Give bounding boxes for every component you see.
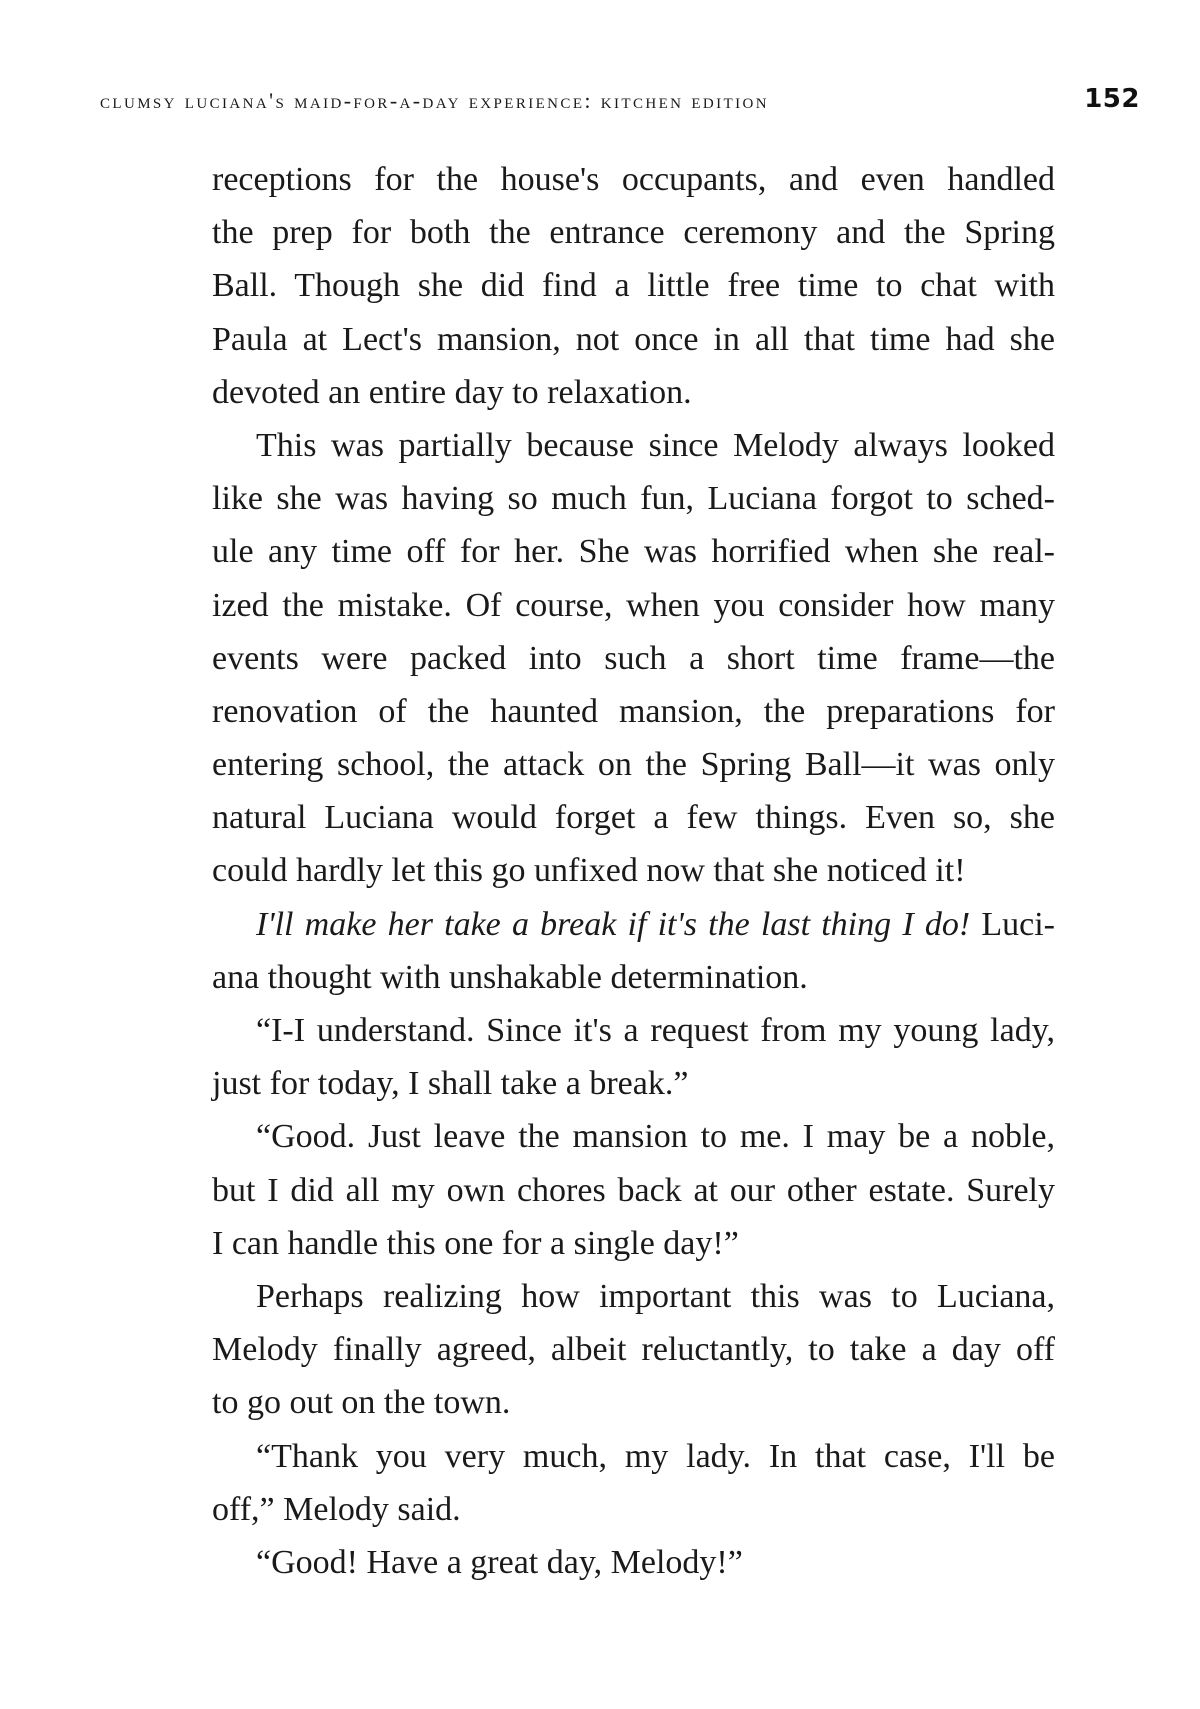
paragraph-first-line: “Thank you very much, my lady. In that case, I'll be xyxy=(256,1437,1055,1475)
text-line: natural Luciana would forget a few things. Even so, she xyxy=(212,799,1055,837)
text-line: to go out on the town. xyxy=(212,1384,511,1422)
body-text xyxy=(212,153,1055,1589)
paragraph-first-line: “Good. Just leave the mansion to me. I may be a noble, xyxy=(256,1118,1055,1156)
text-line: just for today, I shall take a break.” xyxy=(212,1065,689,1103)
paragraph-first-line xyxy=(212,898,1055,951)
text-line: ule any time off for her. She was horrified when she real- xyxy=(212,533,1055,571)
paragraph-first-line: Perhaps realizing how important this was to Luciana, xyxy=(256,1277,1055,1315)
text-line: I can handle this one for a single day!” xyxy=(212,1224,739,1262)
text-line: ana thought with unshakable determination. xyxy=(212,958,808,996)
paragraph-first-line: “I-I understand. Since it's a request from my young lady, xyxy=(256,1012,1055,1049)
text-line: but I did all my own chores back at our other estate. Surely xyxy=(212,1171,1055,1209)
text-line: off,” Melody said. xyxy=(212,1490,461,1528)
chapter-title: clumsy luciana's maid-for-a-day experience: kitchen edition xyxy=(100,88,769,113)
page-number: 152 xyxy=(1084,84,1140,114)
text-line: ized the mistake. Of course, when you consider how many xyxy=(212,586,1055,624)
text-line: entering school, the attack on the Spring Ball—it was only xyxy=(212,746,1055,784)
text-line-rest: Luci- xyxy=(970,905,1055,943)
text-line: could hardly let this go unfixed now that she noticed it! xyxy=(212,852,966,890)
running-header xyxy=(100,84,1140,120)
paragraph-first-line: This was partially because since Melody always looked xyxy=(256,426,1055,464)
text-line: Ball. Though she did find a little free time to chat with xyxy=(212,267,1055,305)
text-line: renovation of the haunted mansion, the preparations for xyxy=(212,692,1055,730)
inner-thought-text: I'll make her take a break if it's the last thing I do! xyxy=(256,905,971,943)
text-line: the prep for both the entrance ceremony and the Spring xyxy=(212,214,1055,252)
text-line: Paula at Lect's mansion, not once in all that time had she xyxy=(212,320,1055,358)
text-line: Melody finally agreed, albeit reluctantly, to take a day off xyxy=(212,1331,1055,1369)
text-line: like she was having so much fun, Luciana forgot to sched- xyxy=(212,480,1055,518)
text-line: devoted an entire day to relaxation. xyxy=(212,373,692,411)
paragraph-first-line: “Good! Have a great day, Melody!” xyxy=(256,1543,743,1581)
text-line: receptions for the house's occupants, and even handled xyxy=(212,161,1055,198)
text-line: events were packed into such a short time frame—the xyxy=(212,639,1055,677)
